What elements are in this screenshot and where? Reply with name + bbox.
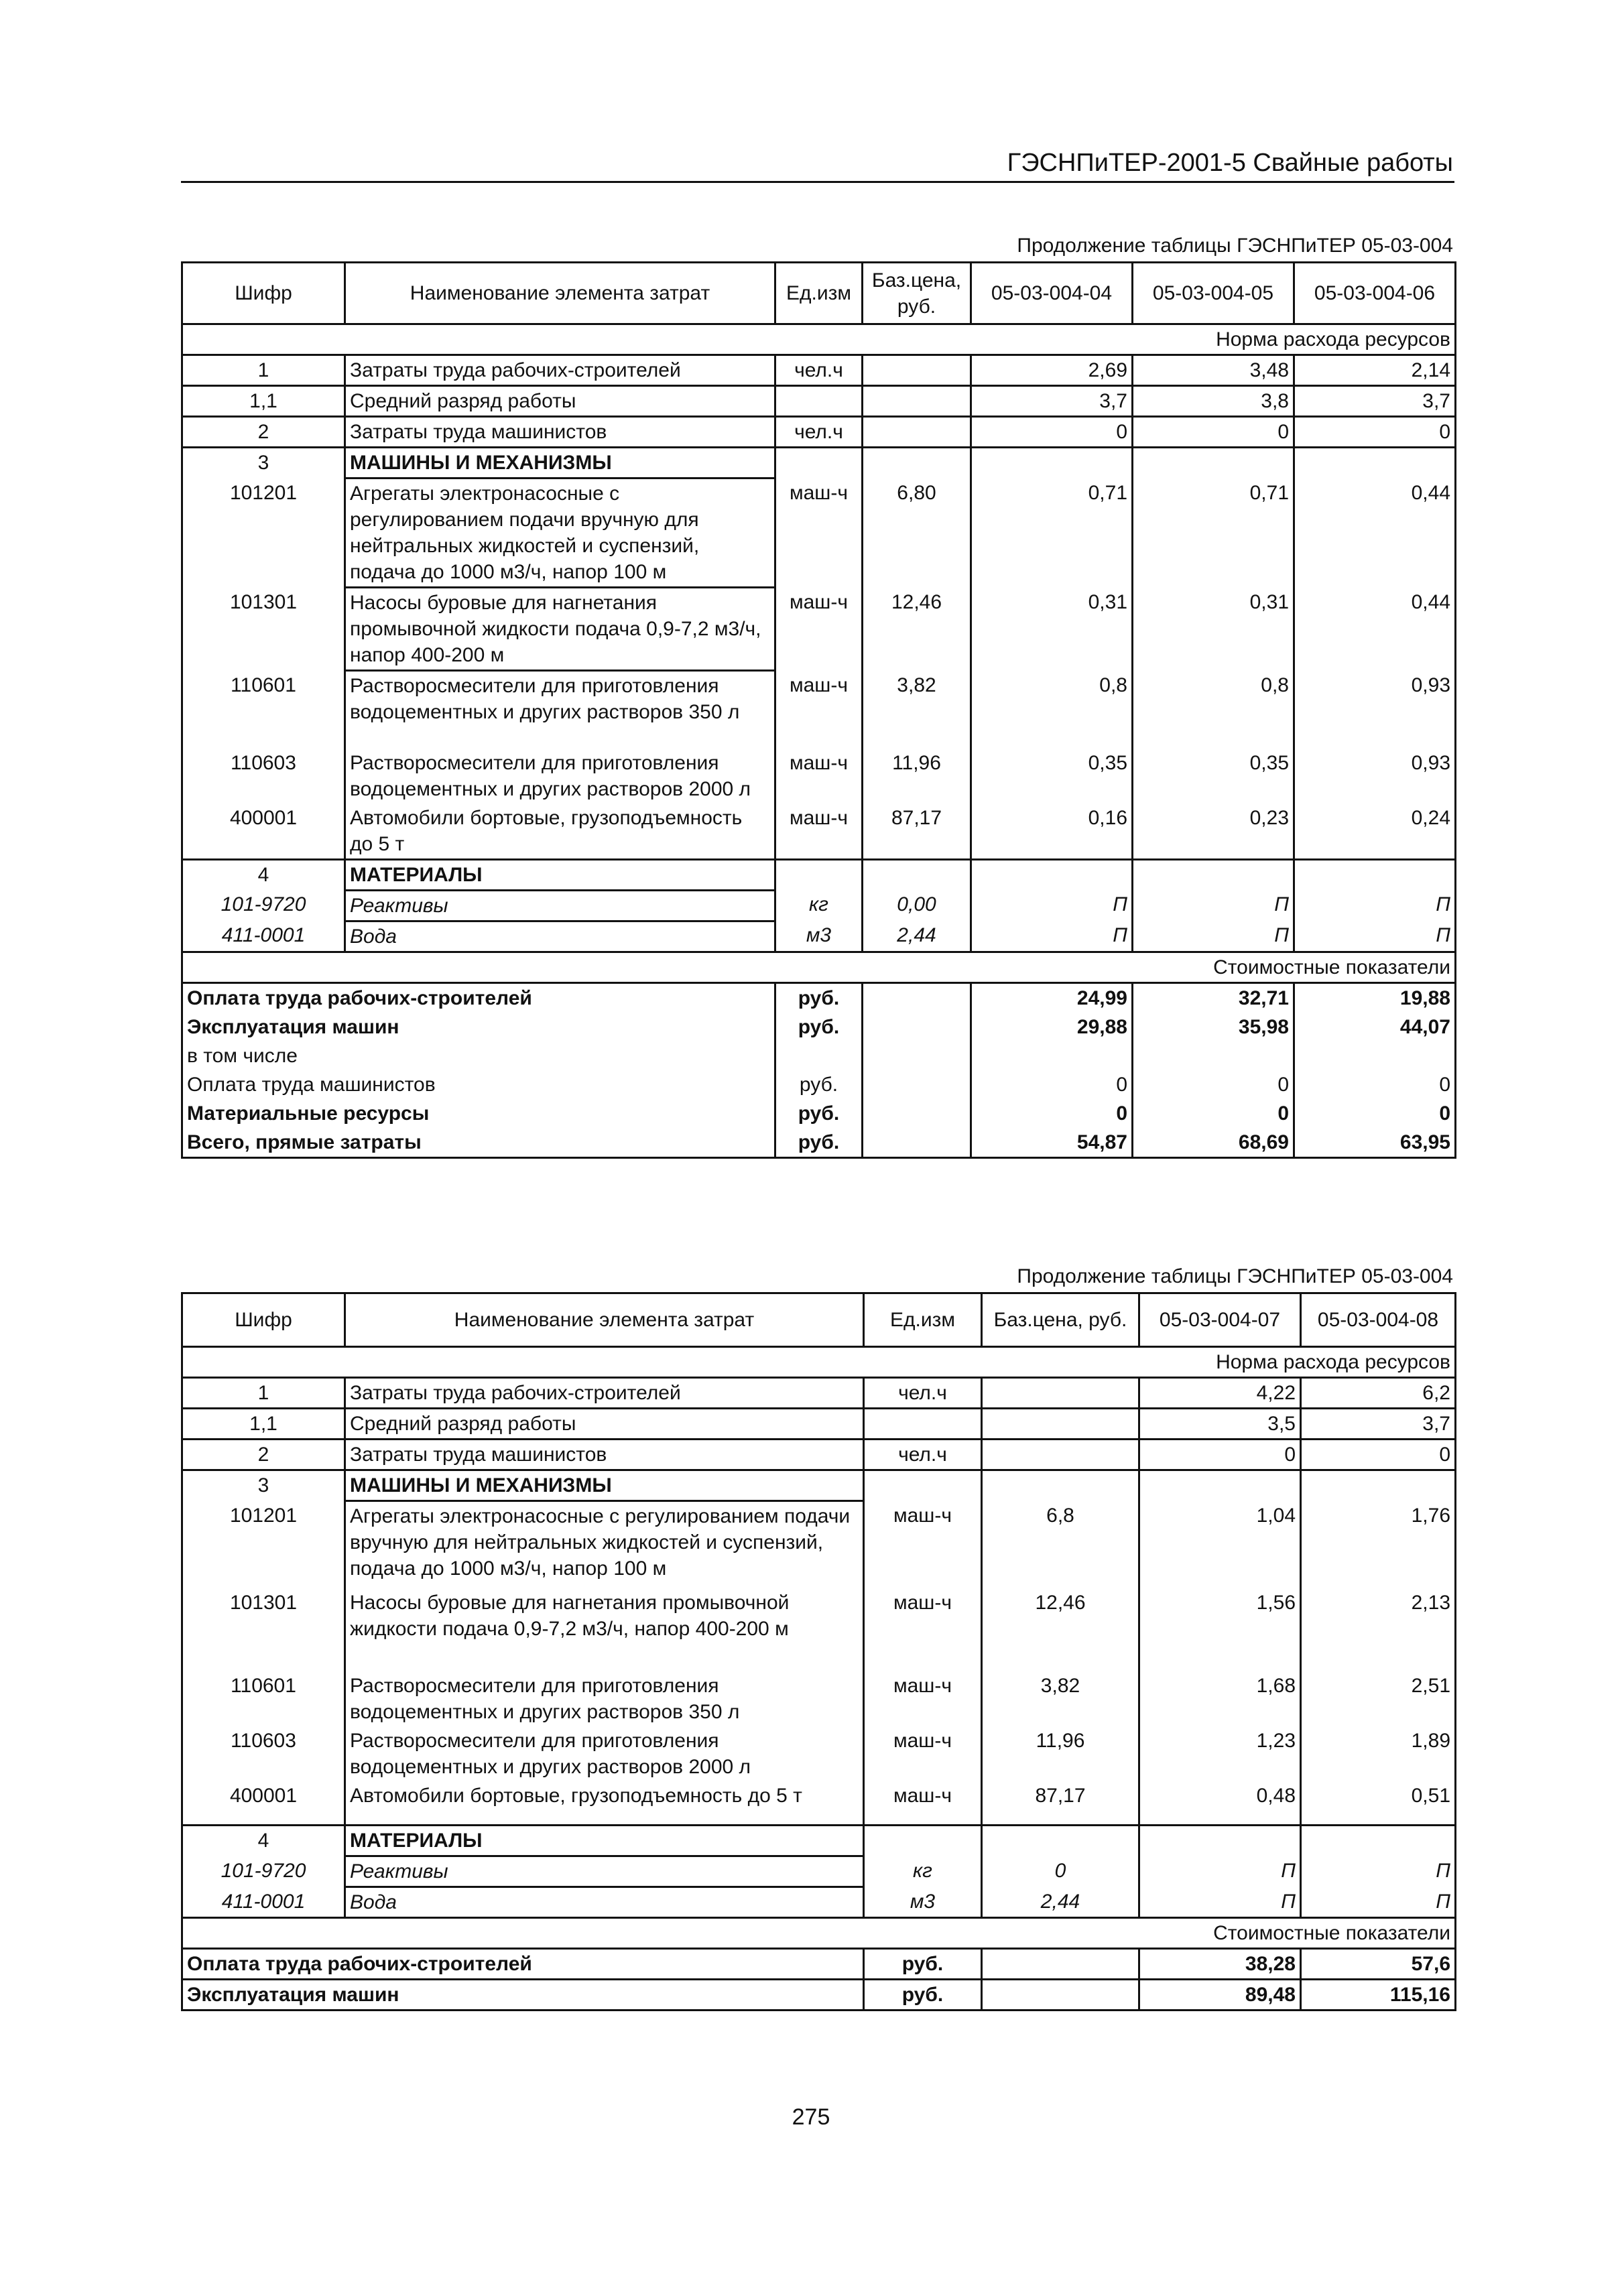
row-value: П [971, 890, 1133, 921]
cost-name: Оплата труда машинистов [182, 1070, 775, 1099]
row-unit: чел.ч [864, 1378, 982, 1409]
row-code: 2 [182, 1440, 345, 1470]
cost-row [182, 1128, 1456, 1158]
row-value: П [1139, 1887, 1301, 1918]
row-value: 3,7 [1294, 386, 1456, 417]
col-header-code: Шифр [182, 1293, 345, 1347]
col-header-norm: 05-03-004-06 [1294, 263, 1456, 324]
row-name: Агрегаты электронасосные с регулированием подачи вручную для нейтральных жидкостей и суспензий, подача до 1000 м3/ч, напор 100 м [345, 479, 775, 588]
row-value: П [1294, 890, 1456, 921]
cost-value: 57,6 [1301, 1949, 1456, 1980]
row-value: 0,31 [1133, 588, 1294, 671]
row-value: 6,2 [1301, 1378, 1456, 1409]
row-price [863, 448, 971, 479]
row-code: 411-0001 [182, 1887, 345, 1918]
row-value: 0 [971, 417, 1133, 448]
cost-value: 24,99 [971, 982, 1133, 1013]
row-name: Реактивы [345, 1856, 864, 1887]
row-value: 0,24 [1294, 804, 1456, 860]
row-price [982, 1409, 1139, 1440]
cost-value: 54,87 [971, 1128, 1133, 1158]
cost-price-empty [982, 1949, 1139, 1980]
cost-value: 0 [1294, 1099, 1456, 1128]
col-header-unit: Ед.изм [775, 263, 863, 324]
row-value: 3,48 [1133, 355, 1294, 386]
row-unit: маш-ч [775, 588, 863, 671]
row-code: 2 [182, 417, 345, 448]
row-value: 1,04 [1139, 1501, 1301, 1588]
row-value: 0,71 [1133, 479, 1294, 588]
page-number: 275 [792, 2104, 830, 2130]
row-value: П [1139, 1856, 1301, 1887]
cost-row [182, 1099, 1456, 1128]
table-row [182, 671, 1456, 749]
cost-unit: руб. [864, 1949, 982, 1980]
row-code: 3 [182, 1470, 345, 1501]
row-code: 1,1 [182, 386, 345, 417]
row-name: Растворосмесители для приготовления водоцементных и других растворов 2000 л [345, 749, 775, 804]
row-unit: чел.ч [864, 1440, 982, 1470]
row-value: 4,22 [1139, 1378, 1301, 1409]
row-value [1301, 1826, 1456, 1856]
section-heading: МАТЕРИАЛЫ [345, 1826, 864, 1856]
row-name: Автомобили бортовые, грузоподъемность до 5 т [345, 804, 775, 860]
row-value: 0 [1133, 417, 1294, 448]
cost-unit [775, 1041, 863, 1070]
row-code: 101301 [182, 588, 345, 671]
col-header-norm: 05-03-004-05 [1133, 263, 1294, 324]
row-value: 1,23 [1139, 1726, 1301, 1781]
row-price [982, 1440, 1139, 1470]
row-price [863, 386, 971, 417]
row-code: 400001 [182, 1781, 345, 1826]
row-value: 0 [1139, 1440, 1301, 1470]
cost-unit: руб. [775, 1099, 863, 1128]
cost-value: 29,88 [971, 1013, 1133, 1041]
row-code: 4 [182, 859, 345, 890]
row-unit: маш-ч [864, 1501, 982, 1588]
row-value [1294, 859, 1456, 890]
cost-value [971, 1041, 1133, 1070]
row-value: П [1301, 1856, 1456, 1887]
row-code: 110601 [182, 1671, 345, 1726]
row-value: 0,44 [1294, 479, 1456, 588]
row-value [971, 448, 1133, 479]
norm-label: Норма расхода ресурсов [182, 1347, 1456, 1378]
cost-label: Стоимостные показатели [182, 1918, 1456, 1949]
cost-value: 38,28 [1139, 1949, 1301, 1980]
row-value [1139, 1470, 1301, 1501]
row-code: 110603 [182, 1726, 345, 1781]
row-unit: м3 [864, 1887, 982, 1918]
row-unit: м3 [775, 921, 863, 952]
cost-value: 68,69 [1133, 1128, 1294, 1158]
table-row [182, 1726, 1456, 1781]
cost-price-empty [982, 1980, 1139, 2011]
table1-cost-label-row [182, 952, 1456, 982]
cost-value: 63,95 [1294, 1128, 1456, 1158]
cost-unit: руб. [775, 1013, 863, 1041]
table-row [182, 804, 1456, 860]
row-value: 0 [1301, 1440, 1456, 1470]
cost-value: 35,98 [1133, 1013, 1294, 1041]
row-price: 6,8 [982, 1501, 1139, 1588]
row-unit: маш-ч [864, 1588, 982, 1671]
row-code: 1 [182, 355, 345, 386]
row-name: Реактивы [345, 890, 775, 921]
row-unit [775, 448, 863, 479]
row-code: 110601 [182, 671, 345, 749]
row-code: 400001 [182, 804, 345, 860]
row-unit [864, 1470, 982, 1501]
row-name: Вода [345, 921, 775, 952]
row-price: 87,17 [863, 804, 971, 860]
col-header-price: Баз.цена, руб. [982, 1293, 1139, 1347]
row-value [971, 859, 1133, 890]
row-price: 11,96 [982, 1726, 1139, 1781]
cost-value: 0 [1133, 1070, 1294, 1099]
cost-value [1294, 1041, 1456, 1070]
table2 [181, 1292, 1456, 2011]
table-row [182, 859, 1456, 890]
cost-row [182, 1980, 1456, 2011]
cost-price-empty [863, 1070, 971, 1099]
cost-name: Эксплуатация машин [182, 1013, 775, 1041]
cost-value: 0 [1133, 1099, 1294, 1128]
col-header-name: Наименование элемента затрат [345, 1293, 864, 1347]
col-header-norm: 05-03-004-07 [1139, 1293, 1301, 1347]
table-row [182, 386, 1456, 417]
row-name: Затраты труда рабочих-строителей [345, 355, 775, 386]
col-header-norm: 05-03-004-04 [971, 263, 1133, 324]
table-row [182, 1501, 1456, 1588]
row-unit: чел.ч [775, 417, 863, 448]
row-price: 0,00 [863, 890, 971, 921]
cost-price-empty [863, 1041, 971, 1070]
row-price: 0 [982, 1856, 1139, 1887]
cost-value: 32,71 [1133, 982, 1294, 1013]
row-name: Агрегаты электронасосные с регулированием подачи вручную для нейтральных жидкостей и суспензий, подача до 1000 м3/ч, напор 100 м [345, 1501, 864, 1588]
row-name: Затраты труда машинистов [345, 417, 775, 448]
row-value: 0,93 [1294, 749, 1456, 804]
row-name: Растворосмесители для приготовления водоцементных и других растворов 350 л [345, 1671, 864, 1726]
row-code: 101201 [182, 1501, 345, 1588]
cost-value: 0 [971, 1099, 1133, 1128]
cost-price-empty [863, 1128, 971, 1158]
running-header: ГЭСНПиТЕР-2001-5 Свайные работы [1007, 149, 1453, 177]
row-unit: маш-ч [775, 804, 863, 860]
cost-name: в том числе [182, 1041, 775, 1070]
row-name: Растворосмесители для приготовления водоцементных и других растворов 350 л [345, 671, 775, 749]
row-value: 0,44 [1294, 588, 1456, 671]
row-price: 3,82 [982, 1671, 1139, 1726]
row-code: 4 [182, 1826, 345, 1856]
row-price: 12,46 [863, 588, 971, 671]
row-price: 2,44 [863, 921, 971, 952]
row-value: 0,51 [1301, 1781, 1456, 1826]
table2-cost-label-row [182, 1918, 1456, 1949]
table2-body [182, 1378, 1456, 1918]
cost-name: Оплата труда рабочих-строителей [182, 1949, 864, 1980]
cost-name: Материальные ресурсы [182, 1099, 775, 1128]
section-heading: МАТЕРИАЛЫ [345, 859, 775, 890]
cost-row [182, 1949, 1456, 1980]
col-header-norm: 05-03-004-08 [1301, 1293, 1456, 1347]
table-row [182, 890, 1456, 921]
row-code: 101-9720 [182, 890, 345, 921]
cost-value [1133, 1041, 1294, 1070]
row-value: 1,76 [1301, 1501, 1456, 1588]
row-unit: кг [864, 1856, 982, 1887]
row-code: 411-0001 [182, 921, 345, 952]
row-value: 0,31 [971, 588, 1133, 671]
row-unit: чел.ч [775, 355, 863, 386]
row-price [863, 417, 971, 448]
cost-unit: руб. [864, 1980, 982, 2011]
row-name: Затраты труда машинистов [345, 1440, 864, 1470]
row-value: 2,51 [1301, 1671, 1456, 1726]
row-value: 3,7 [971, 386, 1133, 417]
row-value: 2,13 [1301, 1588, 1456, 1671]
cost-name: Эксплуатация машин [182, 1980, 864, 2011]
row-value [1294, 448, 1456, 479]
row-name: Затраты труда рабочих-строителей [345, 1378, 864, 1409]
row-price [863, 355, 971, 386]
row-price: 6,80 [863, 479, 971, 588]
table2-header-row [182, 1293, 1456, 1347]
norm-label: Норма расхода ресурсов [182, 324, 1456, 355]
table-row [182, 921, 1456, 952]
row-price [982, 1470, 1139, 1501]
table-row [182, 1856, 1456, 1887]
row-price: 3,82 [863, 671, 971, 749]
table-row [182, 1440, 1456, 1470]
row-code: 101201 [182, 479, 345, 588]
row-unit: маш-ч [864, 1726, 982, 1781]
cost-value: 89,48 [1139, 1980, 1301, 2011]
row-unit: маш-ч [864, 1781, 982, 1826]
table-row [182, 448, 1456, 479]
table2-costs [182, 1949, 1456, 2011]
row-name: Растворосмесители для приготовления водоцементных и других растворов 2000 л [345, 1726, 864, 1781]
cost-name: Оплата труда рабочих-строителей [182, 982, 775, 1013]
table-row [182, 1409, 1456, 1440]
section-heading: МАШИНЫ И МЕХАНИЗМЫ [345, 448, 775, 479]
table-row [182, 749, 1456, 804]
row-value: 0 [1294, 417, 1456, 448]
row-unit [775, 386, 863, 417]
row-code: 101-9720 [182, 1856, 345, 1887]
cost-label: Стоимостные показатели [182, 952, 1456, 982]
row-code: 3 [182, 448, 345, 479]
table-row [182, 588, 1456, 671]
table-row [182, 1887, 1456, 1918]
cost-value: 115,16 [1301, 1980, 1456, 2011]
row-price [982, 1378, 1139, 1409]
row-value [1133, 448, 1294, 479]
row-value [1139, 1826, 1301, 1856]
col-header-code: Шифр [182, 263, 345, 324]
cost-name: Всего, прямые затраты [182, 1128, 775, 1158]
table-row [182, 1671, 1456, 1726]
cost-value: 19,88 [1294, 982, 1456, 1013]
row-unit: маш-ч [775, 479, 863, 588]
row-unit [864, 1409, 982, 1440]
table1-caption: Продолжение таблицы ГЭСНПиТЕР 05-03-004 [1017, 235, 1453, 257]
row-unit [864, 1826, 982, 1856]
table-row [182, 1470, 1456, 1501]
row-value: 0,35 [971, 749, 1133, 804]
row-unit: кг [775, 890, 863, 921]
table2-caption: Продолжение таблицы ГЭСНПиТЕР 05-03-004 [1017, 1265, 1453, 1287]
row-value: П [1133, 921, 1294, 952]
row-code: 1,1 [182, 1409, 345, 1440]
row-value: П [1301, 1887, 1456, 1918]
table-row [182, 417, 1456, 448]
row-value: 0,8 [971, 671, 1133, 749]
row-price [982, 1826, 1139, 1856]
table1-norm-label-row [182, 324, 1456, 355]
cost-row [182, 982, 1456, 1013]
row-value: 3,8 [1133, 386, 1294, 417]
row-name: Насосы буровые для нагнетания промывочной жидкости подача 0,9-7,2 м3/ч, напор 400-200 м [345, 1588, 864, 1671]
row-name: Средний разряд работы [345, 1409, 864, 1440]
row-code: 101301 [182, 1588, 345, 1671]
row-name: Насосы буровые для нагнетания промывочной жидкости подача 0,9-7,2 м3/ч, напор 400-200 м [345, 588, 775, 671]
row-value: 2,14 [1294, 355, 1456, 386]
cost-row [182, 1013, 1456, 1041]
cost-row [182, 1070, 1456, 1099]
row-value: 0,23 [1133, 804, 1294, 860]
col-header-unit: Ед.изм [864, 1293, 982, 1347]
row-price: 11,96 [863, 749, 971, 804]
table1-costs [182, 982, 1456, 1157]
row-value [1301, 1470, 1456, 1501]
row-value: 1,56 [1139, 1588, 1301, 1671]
section-heading: МАШИНЫ И МЕХАНИЗМЫ [345, 1470, 864, 1501]
table1-header-row [182, 263, 1456, 324]
row-name: Средний разряд работы [345, 386, 775, 417]
row-value: П [971, 921, 1133, 952]
table-row [182, 1781, 1456, 1826]
row-price: 2,44 [982, 1887, 1139, 1918]
table2-norm-label-row [182, 1347, 1456, 1378]
table-row [182, 1588, 1456, 1671]
table-row [182, 355, 1456, 386]
table1-body [182, 355, 1456, 952]
row-value: 0,8 [1133, 671, 1294, 749]
row-value: 0,48 [1139, 1781, 1301, 1826]
cost-price-empty [863, 1099, 971, 1128]
row-unit [775, 859, 863, 890]
cost-price-empty [863, 982, 971, 1013]
row-value: 0,35 [1133, 749, 1294, 804]
row-value: 0,16 [971, 804, 1133, 860]
row-unit: маш-ч [864, 1671, 982, 1726]
row-unit: маш-ч [775, 749, 863, 804]
header-rule [181, 181, 1454, 183]
table-row [182, 1378, 1456, 1409]
row-price: 12,46 [982, 1588, 1139, 1671]
row-price: 87,17 [982, 1781, 1139, 1826]
table1 [181, 261, 1456, 1159]
cost-unit: руб. [775, 982, 863, 1013]
row-value: П [1294, 921, 1456, 952]
row-value: 2,69 [971, 355, 1133, 386]
row-value: 1,89 [1301, 1726, 1456, 1781]
row-value: 0,71 [971, 479, 1133, 588]
row-value: 1,68 [1139, 1671, 1301, 1726]
cost-value: 0 [971, 1070, 1133, 1099]
row-value: 0,93 [1294, 671, 1456, 749]
row-value: П [1133, 890, 1294, 921]
col-header-price: Баз.цена, руб. [863, 263, 971, 324]
row-name: Автомобили бортовые, грузоподъемность до 5 т [345, 1781, 864, 1826]
row-price [863, 859, 971, 890]
row-value: 3,7 [1301, 1409, 1456, 1440]
cost-row [182, 1041, 1456, 1070]
cost-price-empty [863, 1013, 971, 1041]
row-value: 3,5 [1139, 1409, 1301, 1440]
row-name: Вода [345, 1887, 864, 1918]
row-unit: маш-ч [775, 671, 863, 749]
row-code: 110603 [182, 749, 345, 804]
cost-value: 44,07 [1294, 1013, 1456, 1041]
cost-value: 0 [1294, 1070, 1456, 1099]
cost-unit: руб. [775, 1128, 863, 1158]
col-header-name: Наименование элемента затрат [345, 263, 775, 324]
table-row [182, 479, 1456, 588]
row-value [1133, 859, 1294, 890]
cost-unit: руб. [775, 1070, 863, 1099]
row-code: 1 [182, 1378, 345, 1409]
table-row [182, 1826, 1456, 1856]
